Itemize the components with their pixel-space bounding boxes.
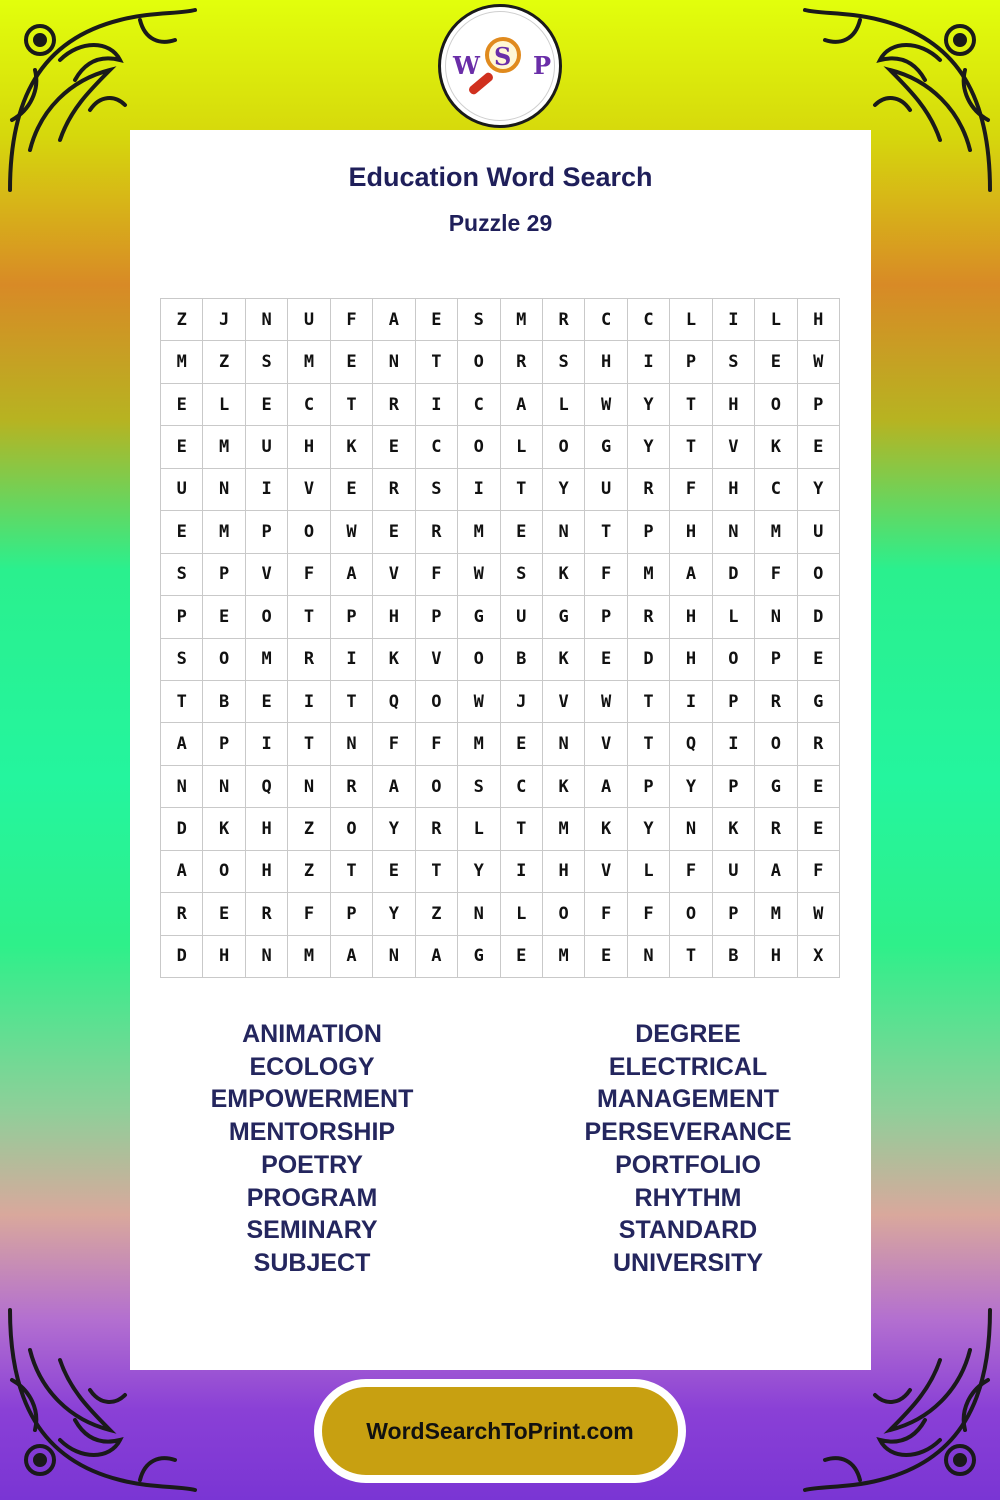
grid-cell[interactable]: T [331,851,373,893]
grid-cell[interactable]: A [501,384,543,426]
grid-cell[interactable]: F [670,851,712,893]
grid-cell[interactable]: P [585,596,627,638]
grid-cell[interactable]: C [585,299,627,341]
grid-cell[interactable]: E [798,766,840,808]
grid-cell[interactable]: K [755,426,797,468]
grid-cell[interactable]: F [288,893,330,935]
grid-cell[interactable]: Y [373,893,415,935]
grid-cell[interactable]: O [543,426,585,468]
logo-letter-s: S [494,42,512,71]
grid-cell[interactable]: R [246,893,288,935]
grid-cell[interactable]: E [585,639,627,681]
grid-cell[interactable]: T [416,851,458,893]
grid-cell[interactable]: F [416,723,458,765]
logo-letter-w: W [453,51,480,80]
grid-cell[interactable]: N [331,723,373,765]
grid-cell[interactable]: H [798,299,840,341]
grid-cell[interactable]: P [331,596,373,638]
grid-cell[interactable]: H [713,469,755,511]
grid-cell[interactable]: M [543,936,585,978]
grid-cell[interactable]: I [458,469,500,511]
word-list-item: PORTFOLIO [615,1150,761,1179]
grid-cell[interactable]: I [713,299,755,341]
grid-cell[interactable]: N [246,299,288,341]
grid-cell[interactable]: P [713,681,755,723]
grid-cell[interactable]: Z [161,299,203,341]
grid-cell[interactable]: T [670,384,712,426]
grid-cell[interactable]: O [755,723,797,765]
grid-cell[interactable]: I [416,384,458,426]
grid-cell[interactable]: F [331,299,373,341]
grid-cell[interactable]: L [670,299,712,341]
grid-cell[interactable]: T [288,723,330,765]
grid-cell[interactable]: E [373,511,415,553]
grid-cell[interactable]: L [458,808,500,850]
grid-cell[interactable]: P [203,723,245,765]
grid-cell[interactable]: I [670,681,712,723]
grid-cell[interactable]: E [501,723,543,765]
grid-cell[interactable]: H [203,936,245,978]
grid-cell[interactable]: P [628,766,670,808]
grid-cell[interactable]: K [203,808,245,850]
grid-cell[interactable]: N [373,341,415,383]
grid-cell[interactable]: M [543,808,585,850]
grid-cell[interactable]: R [416,511,458,553]
grid-cell[interactable]: K [331,426,373,468]
grid-cell[interactable]: S [246,341,288,383]
grid-cell[interactable]: R [798,723,840,765]
grid-cell[interactable]: E [331,469,373,511]
grid-cell[interactable]: R [755,681,797,723]
grid-cell[interactable]: K [585,808,627,850]
grid-cell[interactable]: O [416,681,458,723]
grid-cell[interactable]: F [288,554,330,596]
grid-cell[interactable]: M [288,936,330,978]
grid-cell[interactable]: A [373,299,415,341]
grid-cell[interactable]: S [416,469,458,511]
grid-cell[interactable]: W [458,681,500,723]
grid-cell[interactable]: D [628,639,670,681]
grid-cell[interactable]: F [373,723,415,765]
grid-cell[interactable]: G [798,681,840,723]
grid-cell[interactable]: A [416,936,458,978]
page-title: Education Word Search [348,162,653,192]
grid-cell[interactable]: C [416,426,458,468]
grid-cell[interactable]: N [288,766,330,808]
grid-cell[interactable]: M [628,554,670,596]
grid-cell[interactable]: E [246,681,288,723]
grid-cell[interactable]: C [458,384,500,426]
grid-cell[interactable]: V [373,554,415,596]
grid-cell[interactable]: G [755,766,797,808]
grid-cell[interactable]: U [713,851,755,893]
grid-cell[interactable]: O [246,596,288,638]
grid-cell[interactable]: E [798,639,840,681]
grid-cell[interactable]: P [628,511,670,553]
puzzle-number: Puzzle 29 [448,210,553,236]
grid-cell[interactable]: E [203,596,245,638]
grid-cell[interactable]: K [373,639,415,681]
word-list-item: DEGREE [635,1020,741,1048]
word-list-item: PROGRAM [246,1183,378,1212]
grid-cell[interactable]: K [543,766,585,808]
grid-cell[interactable]: I [501,851,543,893]
grid-cell[interactable]: W [585,681,627,723]
grid-cell[interactable]: E [203,893,245,935]
grid-cell[interactable]: N [670,808,712,850]
grid-cell[interactable]: H [288,426,330,468]
letter-grid[interactable] [160,298,840,978]
grid-cell[interactable]: T [288,596,330,638]
grid-cell[interactable]: U [585,469,627,511]
grid-cell[interactable]: P [713,893,755,935]
grid-cell[interactable]: V [416,639,458,681]
grid-cell[interactable]: Q [670,723,712,765]
grid-cell[interactable]: M [246,639,288,681]
grid-cell[interactable]: H [246,808,288,850]
grid-cell[interactable]: A [373,766,415,808]
grid-cell[interactable]: H [713,384,755,426]
grid-cell[interactable]: E [416,299,458,341]
grid-cell[interactable]: A [331,936,373,978]
grid-cell[interactable]: A [331,554,373,596]
grid-cell[interactable]: Y [458,851,500,893]
grid-cell[interactable]: B [713,936,755,978]
grid-cell[interactable]: N [543,511,585,553]
grid-cell[interactable]: Y [628,426,670,468]
grid-cell[interactable]: C [628,299,670,341]
grid-cell[interactable]: G [585,426,627,468]
grid-cell[interactable]: N [458,893,500,935]
grid-cell[interactable]: M [288,341,330,383]
grid-cell[interactable]: T [331,681,373,723]
grid-cell[interactable]: H [670,596,712,638]
grid-cell[interactable]: V [246,554,288,596]
word-list-item: STANDARD [618,1216,758,1245]
grid-cell[interactable]: Y [373,808,415,850]
site-logo[interactable] [438,4,562,128]
grid-cell[interactable]: E [161,384,203,426]
grid-cell[interactable]: M [203,511,245,553]
grid-cell[interactable]: P [670,341,712,383]
grid-cell[interactable]: D [713,554,755,596]
grid-cell[interactable]: M [203,426,245,468]
grid-cell[interactable]: F [416,554,458,596]
grid-cell[interactable]: Q [373,681,415,723]
grid-cell[interactable]: V [585,723,627,765]
grid-cell[interactable]: H [373,596,415,638]
word-list-item: POETRY [261,1150,363,1179]
grid-cell[interactable]: J [501,681,543,723]
grid-cell[interactable]: P [161,596,203,638]
grid-cell[interactable]: W [585,384,627,426]
grid-cell[interactable]: S [543,341,585,383]
grid-cell[interactable]: R [416,808,458,850]
word-list-item: ANIMATION [242,1020,382,1048]
grid-cell[interactable]: Y [798,469,840,511]
grid-cell[interactable]: M [755,893,797,935]
grid-cell[interactable]: G [543,596,585,638]
grid-cell[interactable]: Y [543,469,585,511]
website-label: WordSearchToPrint.com [366,1417,634,1444]
grid-cell[interactable]: M [458,723,500,765]
grid-cell[interactable]: N [628,936,670,978]
word-list-item: MANAGEMENT [597,1085,779,1114]
grid-cell[interactable]: P [203,554,245,596]
grid-cell[interactable]: N [203,766,245,808]
grid-cell[interactable]: E [331,341,373,383]
grid-cell[interactable]: R [628,469,670,511]
grid-cell[interactable]: K [543,639,585,681]
grid-cell[interactable]: R [331,766,373,808]
grid-cell[interactable]: T [161,681,203,723]
grid-cell[interactable]: N [203,469,245,511]
word-list-item: ELECTRICAL [608,1052,768,1081]
grid-cell[interactable]: H [670,511,712,553]
grid-cell[interactable]: S [713,341,755,383]
grid-cell[interactable]: U [161,469,203,511]
word-list-item: ECOLOGY [249,1052,375,1081]
grid-cell[interactable]: E [373,851,415,893]
grid-cell[interactable]: O [543,893,585,935]
grid-cell[interactable]: U [246,426,288,468]
grid-cell[interactable]: R [373,384,415,426]
word-list-item: RHYTHM [634,1183,742,1212]
grid-cell[interactable]: E [798,808,840,850]
grid-cell[interactable]: C [501,766,543,808]
grid-cell[interactable]: O [755,384,797,426]
grid-cell[interactable]: R [755,808,797,850]
grid-cell[interactable]: T [585,511,627,553]
grid-cell[interactable]: R [161,893,203,935]
grid-cell[interactable]: I [288,681,330,723]
grid-cell[interactable]: I [713,723,755,765]
grid-cell[interactable]: E [501,511,543,553]
word-list-item: SUBJECT [253,1248,371,1277]
grid-cell[interactable]: S [161,554,203,596]
word-list-item: PERSEVERANCE [584,1118,792,1147]
grid-cell[interactable]: L [713,596,755,638]
grid-cell[interactable]: T [416,341,458,383]
grid-cell[interactable]: O [203,639,245,681]
grid-cell[interactable]: P [246,511,288,553]
grid-cell[interactable]: L [501,893,543,935]
grid-cell[interactable]: R [543,299,585,341]
grid-cell[interactable]: O [713,639,755,681]
grid-cell[interactable]: N [246,936,288,978]
grid-cell[interactable]: E [161,426,203,468]
grid-cell[interactable]: T [331,384,373,426]
grid-cell[interactable]: A [161,851,203,893]
grid-cell[interactable]: Z [416,893,458,935]
grid-cell[interactable]: Z [203,341,245,383]
grid-cell[interactable]: M [755,511,797,553]
grid-cell[interactable]: I [331,639,373,681]
grid-cell[interactable]: F [798,851,840,893]
grid-cell[interactable]: Y [628,808,670,850]
grid-cell[interactable]: O [331,808,373,850]
grid-cell[interactable]: E [585,936,627,978]
grid-cell[interactable]: O [203,851,245,893]
grid-cell[interactable]: K [713,808,755,850]
grid-cell[interactable]: P [713,766,755,808]
grid-cell[interactable]: M [161,341,203,383]
grid-cell[interactable]: R [288,639,330,681]
grid-cell[interactable]: Y [628,384,670,426]
grid-cell[interactable]: E [373,426,415,468]
grid-cell[interactable]: N [713,511,755,553]
grid-cell[interactable]: T [501,808,543,850]
grid-cell[interactable]: O [288,511,330,553]
grid-cell[interactable]: P [331,893,373,935]
grid-cell[interactable]: F [585,554,627,596]
grid-cell[interactable]: N [755,596,797,638]
word-list-left [132,1018,492,1280]
word-list-right [508,1018,868,1280]
grid-cell[interactable]: P [798,384,840,426]
grid-cell[interactable]: U [288,299,330,341]
grid-cell[interactable]: B [203,681,245,723]
grid-cell[interactable]: W [458,554,500,596]
grid-cell[interactable]: E [246,384,288,426]
grid-cell[interactable]: S [458,766,500,808]
grid-cell[interactable]: R [373,469,415,511]
grid-cell[interactable]: O [458,639,500,681]
grid-cell[interactable]: R [501,341,543,383]
grid-cell[interactable]: T [628,723,670,765]
grid-cell[interactable]: E [798,426,840,468]
grid-cell[interactable]: H [543,851,585,893]
grid-cell[interactable]: I [628,341,670,383]
grid-cell[interactable]: G [458,936,500,978]
grid-cell[interactable]: L [203,384,245,426]
grid-cell[interactable]: L [501,426,543,468]
grid-cell[interactable]: C [288,384,330,426]
grid-cell[interactable]: O [670,893,712,935]
word-list-item: UNIVERSITY [612,1248,764,1277]
grid-cell[interactable]: O [458,426,500,468]
grid-cell[interactable]: J [203,299,245,341]
grid-cell[interactable]: Z [288,851,330,893]
grid-cell[interactable]: O [798,554,840,596]
grid-cell[interactable]: O [416,766,458,808]
grid-cell[interactable]: Q [246,766,288,808]
grid-cell[interactable]: H [246,851,288,893]
grid-cell[interactable]: E [501,936,543,978]
grid-cell[interactable]: L [543,384,585,426]
grid-cell[interactable]: L [755,299,797,341]
grid-cell[interactable]: I [246,469,288,511]
word-list-item: MENTORSHIP [228,1118,396,1147]
grid-cell[interactable]: T [670,936,712,978]
grid-cell[interactable]: V [288,469,330,511]
grid-cell[interactable]: M [501,299,543,341]
grid-cell[interactable]: S [458,299,500,341]
grid-cell[interactable]: O [458,341,500,383]
grid-cell[interactable]: A [755,851,797,893]
grid-cell[interactable]: N [161,766,203,808]
grid-cell[interactable]: F [755,554,797,596]
grid-cell[interactable]: W [331,511,373,553]
grid-cell[interactable]: M [458,511,500,553]
grid-cell[interactable]: U [501,596,543,638]
logo-letter-p: P [533,51,552,80]
grid-cell[interactable]: F [670,469,712,511]
grid-cell[interactable]: K [543,554,585,596]
grid-cell[interactable]: T [628,681,670,723]
grid-cell[interactable]: A [670,554,712,596]
grid-cell[interactable]: N [543,723,585,765]
grid-cell[interactable]: Y [670,766,712,808]
grid-cell[interactable]: H [670,639,712,681]
grid-cell[interactable]: W [798,341,840,383]
grid-cell[interactable]: P [755,639,797,681]
grid-cell[interactable]: N [373,936,415,978]
grid-cell[interactable]: R [628,596,670,638]
grid-cell[interactable]: X [798,936,840,978]
grid-cell[interactable]: U [798,511,840,553]
grid-cell[interactable]: A [161,723,203,765]
grid-cell[interactable]: T [670,426,712,468]
grid-cell[interactable]: W [798,893,840,935]
grid-cell[interactable]: V [543,681,585,723]
grid-cell[interactable]: D [161,808,203,850]
grid-cell[interactable]: F [585,893,627,935]
grid-cell[interactable]: S [161,639,203,681]
grid-cell[interactable]: I [246,723,288,765]
grid-cell[interactable]: H [755,936,797,978]
grid-cell[interactable]: F [628,893,670,935]
word-list-item: SEMINARY [246,1216,378,1245]
grid-cell[interactable]: S [501,554,543,596]
grid-cell[interactable]: C [755,469,797,511]
grid-cell[interactable]: V [585,851,627,893]
grid-cell[interactable]: V [713,426,755,468]
grid-cell[interactable]: H [585,341,627,383]
grid-cell[interactable]: P [416,596,458,638]
grid-cell[interactable]: D [798,596,840,638]
grid-cell[interactable]: E [755,341,797,383]
grid-cell[interactable]: D [161,936,203,978]
word-list-item: EMPOWERMENT [210,1085,414,1114]
grid-cell[interactable]: B [501,639,543,681]
grid-cell[interactable]: E [161,511,203,553]
grid-cell[interactable]: G [458,596,500,638]
grid-cell[interactable]: Z [288,808,330,850]
grid-cell[interactable]: L [628,851,670,893]
grid-cell[interactable]: T [501,469,543,511]
grid-cell[interactable]: A [585,766,627,808]
website-button[interactable] [322,1387,678,1475]
